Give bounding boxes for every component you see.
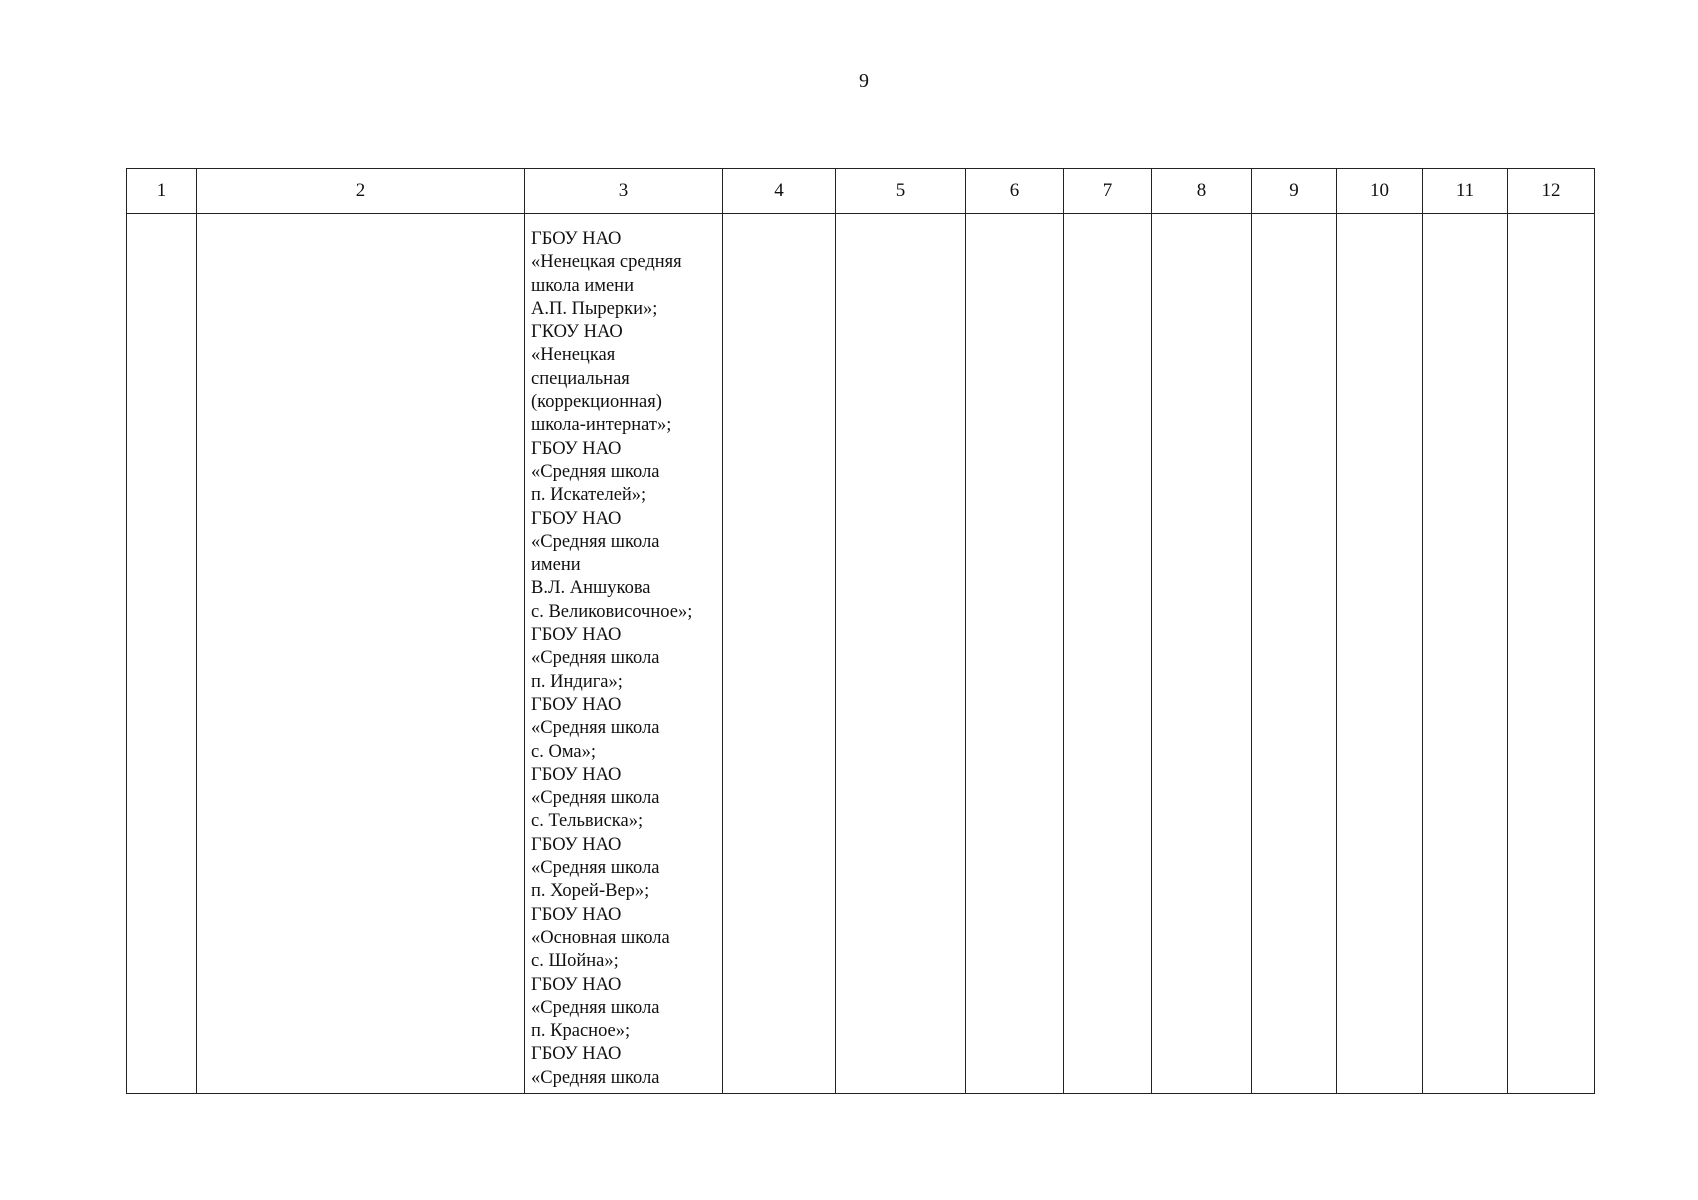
text-line: «Средняя школа <box>531 788 660 809</box>
cell-col-10 <box>1337 214 1423 1094</box>
page-number: 9 <box>859 70 869 92</box>
text-line: с. Ома»; <box>531 741 597 762</box>
column-header-11: 11 <box>1423 169 1508 214</box>
column-header-10: 10 <box>1337 169 1423 214</box>
text-line: «Средняя школа <box>531 718 660 739</box>
text-line: ГКОУ НАО <box>531 322 623 343</box>
column-header-6: 6 <box>966 169 1064 214</box>
text-line: (коррекционная) <box>531 392 662 413</box>
column-header-4: 4 <box>723 169 836 214</box>
text-line: ГБОУ НАО <box>531 694 622 715</box>
text-line: «Средняя школа <box>531 531 660 552</box>
cell-col-6 <box>966 214 1064 1094</box>
text-line: п. Искателей»; <box>531 485 647 506</box>
text-line: ГБОУ НАО <box>531 229 622 249</box>
text-line: «Средняя школа <box>531 1067 660 1088</box>
text-line: ГБОУ НАО <box>531 904 622 925</box>
text-line: «Средняя школа <box>531 997 660 1018</box>
text-line: «Основная школа <box>531 927 670 948</box>
text-line: ГБОУ НАО <box>531 625 622 646</box>
cell-col-7 <box>1064 214 1152 1094</box>
column-header-3: 3 <box>525 169 723 214</box>
text-line: А.П. Пырерки»; <box>531 298 658 319</box>
text-line: «Ненецкая средняя <box>531 252 682 273</box>
text-line: «Средняя школа <box>531 858 660 879</box>
text-line: В.Л. Аншукова <box>531 578 651 599</box>
cell-col-3 <box>525 214 723 1094</box>
text-line: «Средняя школа <box>531 461 660 482</box>
text-line: «Ненецкая <box>531 345 616 366</box>
text-line: ГБОУ НАО <box>531 1044 622 1065</box>
data-table <box>126 168 1595 1094</box>
text-line: с. Великовисочное»; <box>531 601 693 622</box>
text-line: ГБОУ НАО <box>531 974 622 995</box>
text-line: п. Хорей-Вер»; <box>531 881 650 902</box>
table-row <box>127 214 1595 1094</box>
column-header-5: 5 <box>836 169 966 214</box>
cell-col-4 <box>723 214 836 1094</box>
column-header-12: 12 <box>1508 169 1595 214</box>
column-header-1: 1 <box>127 169 197 214</box>
text-line: ГБОУ НАО <box>531 834 622 855</box>
cell-col-2 <box>197 214 525 1094</box>
column-header-8: 8 <box>1152 169 1252 214</box>
column-header-9: 9 <box>1252 169 1337 214</box>
column-header-2: 2 <box>197 169 525 214</box>
cell-col-11 <box>1423 214 1508 1094</box>
table-header-row <box>127 169 1595 214</box>
text-line: ГБОУ НАО <box>531 438 622 459</box>
cell-col-8 <box>1152 214 1252 1094</box>
cell-col-5 <box>836 214 966 1094</box>
text-line: п. Красное»; <box>531 1021 631 1042</box>
cell-col-1 <box>127 214 197 1094</box>
school-list-text <box>525 214 722 1090</box>
cell-col-12 <box>1508 214 1595 1094</box>
text-line: с. Шойна»; <box>531 951 619 972</box>
text-line: ГБОУ НАО <box>531 764 622 785</box>
text-line: с. Тельвиска»; <box>531 811 644 832</box>
text-line: ГБОУ НАО <box>531 508 622 529</box>
text-line: имени <box>531 555 581 576</box>
text-line: специальная <box>531 368 630 389</box>
text-line: «Средняя школа <box>531 648 660 669</box>
text-line: школа-интернат»; <box>531 415 672 436</box>
cell-col-9 <box>1252 214 1337 1094</box>
column-header-7: 7 <box>1064 169 1152 214</box>
text-line: п. Индига»; <box>531 671 623 692</box>
text-line: школа имени <box>531 275 634 296</box>
